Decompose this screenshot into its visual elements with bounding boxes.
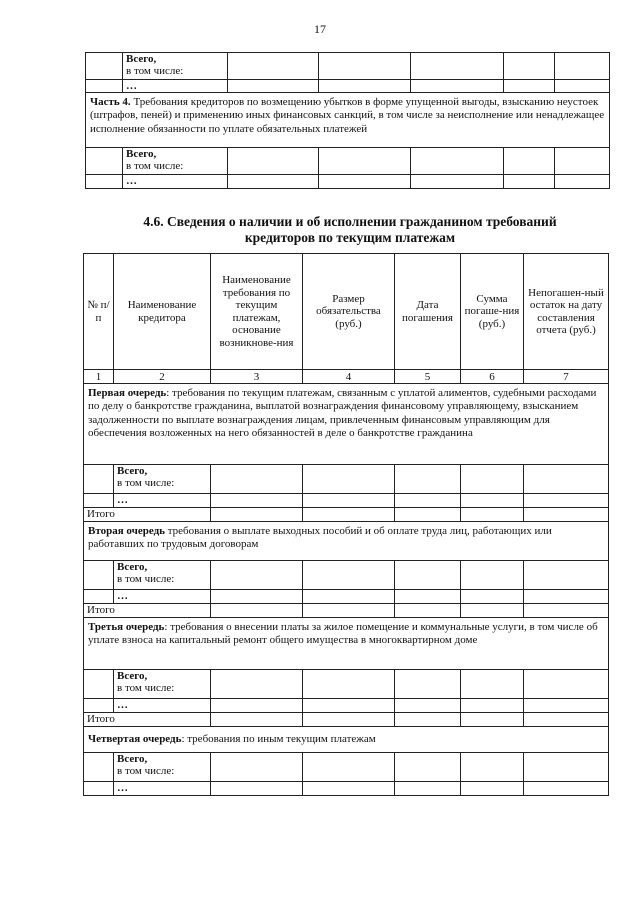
cell [211,494,303,508]
cell [303,465,395,494]
cell [461,508,524,522]
cell [395,713,461,727]
itogo-cell: Итого [84,604,211,618]
itogo-cell: Итого [84,508,211,522]
top-table [85,52,610,189]
cell [211,670,303,699]
section-title-line2: кредиторов по текущим платежам [244,230,456,245]
cell [524,494,609,508]
cell [524,508,609,522]
including-label: в том числе: [126,65,184,77]
cell [411,53,504,80]
cell [319,53,411,80]
cell [395,753,461,782]
section-title [60,214,640,246]
ellipsis-cell [114,699,211,713]
queue4-cell [84,727,609,753]
cell [461,699,524,713]
cell [524,561,609,590]
cell [84,494,114,508]
cell [228,80,319,93]
cell [395,670,461,699]
cell [524,699,609,713]
cell [504,53,555,80]
cell [86,80,123,93]
cell [395,699,461,713]
cell [303,713,395,727]
cell [211,753,303,782]
cell [395,590,461,604]
cell [411,80,504,93]
cell [524,465,609,494]
cell [395,465,461,494]
cell [228,53,319,80]
ellipsis-cell [114,782,211,796]
cell [461,494,524,508]
header-creditor: Наименование кредитора [114,254,211,370]
ellipsis-cell [123,175,228,189]
total-label: Всего, [117,561,148,573]
cell [211,465,303,494]
including-label: в том числе: [126,160,184,172]
total-label: Всего, [117,670,148,682]
cell [461,670,524,699]
cell [303,699,395,713]
queue3-label: Третья очередь [88,621,165,633]
cell [461,753,524,782]
itogo-cell: Итого [84,713,211,727]
cell [461,713,524,727]
total-cell [114,753,211,782]
cell [319,80,411,93]
total-label: Всего, [117,753,148,765]
cell [228,175,319,189]
cell [228,148,319,175]
header-obligation: Размер обязательства (руб.) [303,254,395,370]
cell [303,670,395,699]
cell [504,148,555,175]
cell [504,175,555,189]
cell [303,604,395,618]
cell [555,175,610,189]
cell [555,80,610,93]
cell [555,148,610,175]
ellipsis: … [126,80,137,92]
ellipsis: … [117,590,128,602]
col-number: 4 [303,370,395,384]
header-date: Дата погашения [395,254,461,370]
queue1-cell [84,384,609,465]
part4-cell [86,93,610,148]
ellipsis: … [117,494,128,506]
cell [211,782,303,796]
cell [395,604,461,618]
ellipsis-cell [123,80,228,93]
cell [395,494,461,508]
cell [524,670,609,699]
cell [303,782,395,796]
ellipsis-cell [114,494,211,508]
cell [411,148,504,175]
cell [211,508,303,522]
current-payments-table [83,253,609,796]
cell [303,590,395,604]
cell [461,782,524,796]
cell [524,604,609,618]
queue4-label: Четвертая очередь [88,732,182,745]
cell [84,699,114,713]
cell [84,590,114,604]
cell [84,782,114,796]
ellipsis: … [126,175,137,187]
cell [524,590,609,604]
cell [524,753,609,782]
cell [303,753,395,782]
header-repaid: Сумма погаше-ния (руб.) [461,254,524,370]
header-requirement: Наименование требования по текущим платежам, основание возникнове-ния [211,254,303,370]
col-number: 2 [114,370,211,384]
cell [84,465,114,494]
header-remaining: Непогашен-ный остаток на дату составления отчета (руб.) [524,254,609,370]
cell [395,508,461,522]
section-title-line1: 4.6. Сведения о наличии и об исполнении гражданином требований [143,214,557,229]
col-number: 1 [84,370,114,384]
cell [84,561,114,590]
cell [461,590,524,604]
cell [319,175,411,189]
header-num: № п/п [84,254,114,370]
cell [504,80,555,93]
cell [211,699,303,713]
page-number: 17 [314,22,326,36]
cell [303,561,395,590]
cell [86,148,123,175]
ellipsis: … [117,782,128,794]
cell [84,753,114,782]
queue2-text: требования о выплате выходных пособий и об оплате труда лиц, работающих или работавших по трудовым договорам [88,525,552,551]
cell [211,713,303,727]
cell [303,494,395,508]
cell [461,561,524,590]
total-cell [123,148,228,175]
total-cell [114,465,211,494]
total-label: Всего, [117,465,148,477]
col-number: 7 [524,370,609,384]
total-label: Всего, [126,53,157,65]
cell [211,561,303,590]
queue3-cell [84,618,609,670]
total-label: Всего, [126,148,157,160]
total-cell [114,670,211,699]
col-number: 5 [395,370,461,384]
cell [303,508,395,522]
queue1-text: : требования по текущим платежам, связанным с уплатой алиментов, судебными расходами по делу о банкротстве гражданина, выплатой вознаграждения финансовому управляющему, взысканием задолженности по выплате вознаграждения лицам, привлеченным финансовым управляющим для обеспечения возложенных на него обязанностей в деле о банкротстве гражданина [88,387,597,440]
cell [461,465,524,494]
cell [211,604,303,618]
total-cell [123,53,228,80]
cell [555,53,610,80]
ellipsis-cell [114,590,211,604]
part4-label: Часть 4. [90,96,131,108]
cell [524,782,609,796]
including-label: в том числе: [117,477,175,489]
queue1-label: Первая очередь [88,387,167,399]
col-number: 6 [461,370,524,384]
including-label: в том числе: [117,682,175,694]
cell [395,561,461,590]
cell [461,604,524,618]
queue2-label: Вторая очередь [88,525,165,537]
col-number: 3 [211,370,303,384]
cell [524,713,609,727]
ellipsis: … [117,699,128,711]
cell [395,782,461,796]
total-cell [114,561,211,590]
cell [86,175,123,189]
queue3-text: : требования о внесении платы за жилое помещение и коммунальные услуги, в том числе об уплате взноса на капитальный ремонт общего имущества в многоквартирном доме [88,621,598,647]
queue4-text: : требования по иным текущим платежам [181,732,376,745]
cell [411,175,504,189]
queue2-cell [84,522,609,561]
including-label: в том числе: [117,573,175,585]
cell [211,590,303,604]
including-label: в том числе: [117,765,175,777]
cell [84,670,114,699]
cell [319,148,411,175]
cell [86,53,123,80]
part4-text: Требования кредиторов по возмещению убытков в форме упущенной выгоды, взысканию неустоек (штрафов, пеней) и применению иных финансовых санкций, в том числе за неисполнение или ненадлежащее исполнение обязанности по уплате обязательных платежей [90,96,605,135]
